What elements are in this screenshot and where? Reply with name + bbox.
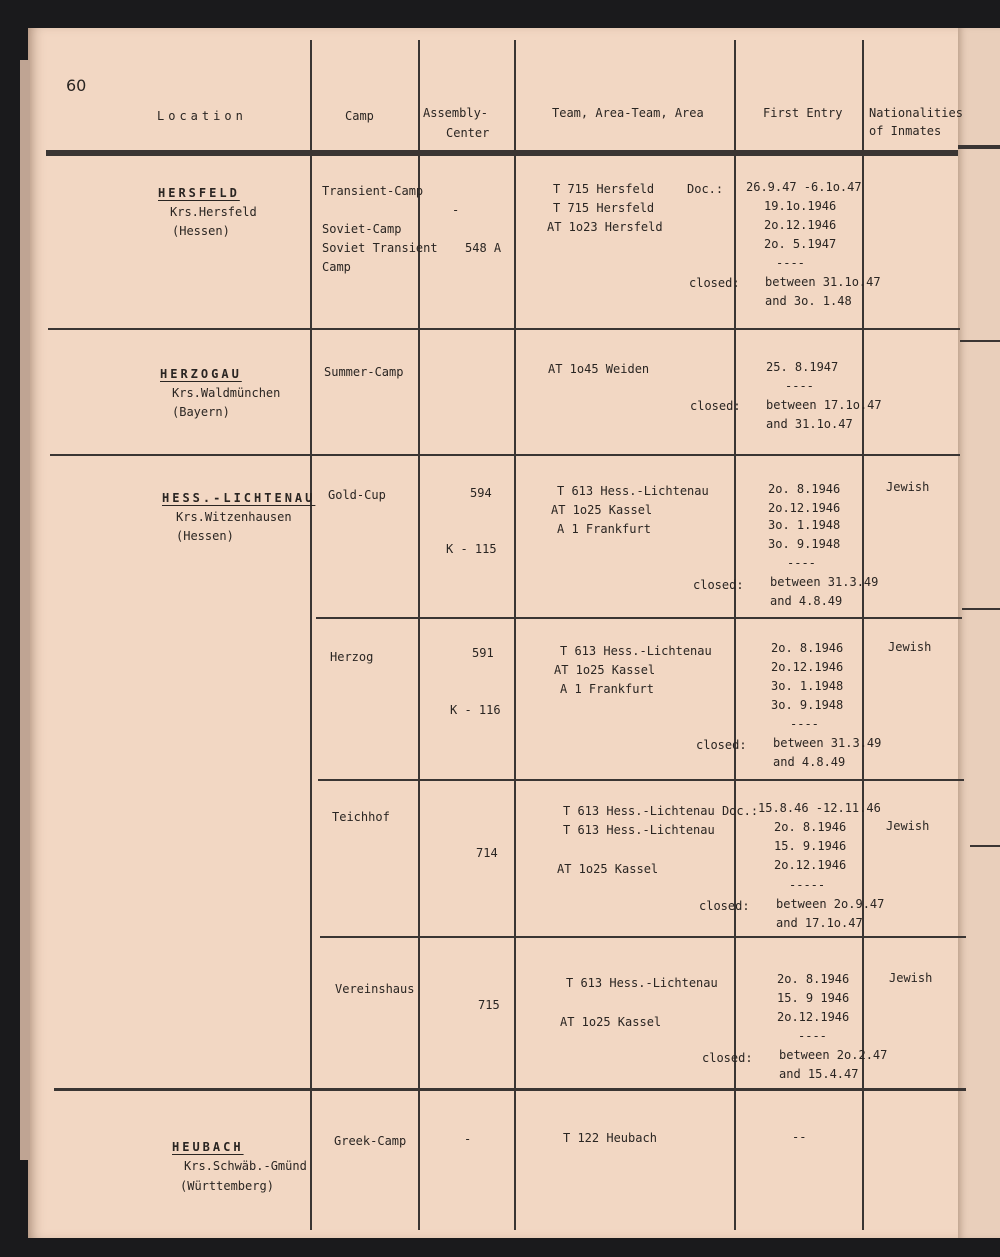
assembly-center: 591 xyxy=(472,646,494,660)
team-entry: T 715 Hersfeld xyxy=(553,182,655,196)
assembly-center: - xyxy=(464,1132,472,1146)
page-number: 60 xyxy=(66,76,87,95)
team-entry: AT 1o23 Hersfeld xyxy=(547,220,663,234)
assembly-center: K - 115 xyxy=(446,542,497,556)
first-entry: ---- xyxy=(787,556,816,570)
first-entry: between 31.1o.47 xyxy=(765,275,881,289)
team-entry: AT 1o25 Kassel xyxy=(551,503,653,517)
first-entry: 26.9.47 -6.1o.47 xyxy=(746,180,862,194)
header-rule xyxy=(46,150,958,156)
team-entry: A 1 Frankfurt xyxy=(560,682,654,696)
first-entry: 2o. 8.1946 xyxy=(774,820,847,834)
location-land: (Hessen) xyxy=(172,224,230,238)
location-kreis: Krs.Hersfeld xyxy=(170,205,257,219)
first-entry: ---- xyxy=(798,1029,827,1043)
header-team: Team, Area-Team, Area xyxy=(552,106,704,120)
first-entry: ---- xyxy=(790,717,819,731)
assembly-center: - xyxy=(452,203,460,217)
team-entry: AT 1o25 Kassel xyxy=(557,862,659,876)
closed-label: closed: xyxy=(696,738,747,752)
closed-label: closed: xyxy=(689,276,740,290)
first-entry: 2o. 8.1946 xyxy=(777,972,850,986)
first-entry: 2o.12.1946 xyxy=(771,660,844,674)
camp-name: Teichhof xyxy=(332,810,390,824)
team-entry: AT 1o25 Kassel xyxy=(560,1015,662,1029)
camp-name: Gold-Cup xyxy=(328,488,386,502)
first-entry: between 31.3.49 xyxy=(770,575,879,589)
first-entry: 3o. 1.1948 xyxy=(768,518,841,532)
closed-label: closed: xyxy=(702,1051,753,1065)
header-location: Location xyxy=(157,109,247,123)
team-entry: T 613 Hess.-Lichtenau xyxy=(566,976,718,990)
facing-page-rule xyxy=(962,608,1000,610)
column-rule xyxy=(418,40,420,1230)
first-entry: 15.8.46 -12.11.46 xyxy=(758,801,881,815)
column-rule xyxy=(514,40,516,1230)
camp-name: Herzog xyxy=(330,650,374,664)
closed-label: closed: xyxy=(693,578,744,592)
team-entry: T 613 Hess.-Lichtenau Doc.: xyxy=(563,804,759,818)
facing-page-rule xyxy=(958,145,1000,149)
first-entry: 3o. 9.1948 xyxy=(771,698,844,712)
first-entry: 2o. 8.1946 xyxy=(768,482,841,496)
first-entry: and 17.1o.47 xyxy=(776,916,863,930)
camp-name: Greek-Camp xyxy=(334,1134,407,1148)
location-name: HESS.-LICHTENAU xyxy=(162,491,316,505)
doc-label: Doc.: xyxy=(687,182,724,196)
first-entry: and 31.1o.47 xyxy=(766,417,853,431)
first-entry: 2o.12.1946 xyxy=(774,858,847,872)
first-entry: ---- xyxy=(776,256,805,270)
header-camp: Camp xyxy=(345,109,374,123)
first-entry: and 4.8.49 xyxy=(773,755,846,769)
first-entry: between 2o.2.47 xyxy=(779,1048,888,1062)
first-entry: ---- xyxy=(785,379,814,393)
nationality: Jewish xyxy=(886,480,930,494)
first-entry: 2o. 8.1946 xyxy=(771,641,844,655)
camp-name: Transient-Camp xyxy=(322,184,424,198)
team-entry: T 122 Heubach xyxy=(563,1131,657,1145)
first-entry: 2o.12.1946 xyxy=(768,501,841,515)
first-entry: and 4.8.49 xyxy=(770,594,843,608)
first-entry: 15. 9.1946 xyxy=(774,839,847,853)
location-kreis: Krs.Witzenhausen xyxy=(176,510,292,524)
location-name: HEUBACH xyxy=(172,1140,244,1154)
camp-name: Soviet-Camp xyxy=(322,222,402,236)
location-land: (Bayern) xyxy=(172,405,230,419)
team-entry: AT 1o25 Kassel xyxy=(554,663,656,677)
closed-label: closed: xyxy=(699,899,750,913)
first-entry: between 17.1o.47 xyxy=(766,398,882,412)
location-name: HERSFELD xyxy=(158,186,240,200)
first-entry: -- xyxy=(792,1130,807,1144)
team-entry: T 715 Hersfeld xyxy=(553,201,655,215)
header-assembly-line1: Assembly- xyxy=(423,106,489,120)
camp-name: Summer-Camp xyxy=(324,365,404,379)
first-entry: 15. 9 1946 xyxy=(777,991,850,1005)
location-kreis: Krs.Schwäb.-Gmünd xyxy=(184,1159,307,1173)
header-first-entry: First Entry xyxy=(763,106,843,120)
first-entry: 19.1o.1946 xyxy=(764,199,837,213)
facing-page-rule xyxy=(970,845,1000,847)
location-land: (Württemberg) xyxy=(180,1179,274,1193)
first-entry: and 15.4.47 xyxy=(779,1067,859,1081)
first-entry: ----- xyxy=(789,878,826,892)
location-kreis: Krs.Waldmünchen xyxy=(172,386,281,400)
location-land: (Hessen) xyxy=(176,529,234,543)
row-divider-herzogau xyxy=(50,454,960,456)
row-divider-teichhof xyxy=(320,936,966,938)
camp-name: Soviet Transient xyxy=(322,241,438,255)
facing-page-edge xyxy=(958,28,1000,1238)
first-entry: between 31.3.49 xyxy=(773,736,882,750)
first-entry: 2o. 5.1947 xyxy=(764,237,837,251)
first-entry: and 3o. 1.48 xyxy=(765,294,852,308)
header-nationalities-line2: of Inmates xyxy=(869,124,942,138)
camp-name: Camp xyxy=(322,260,351,274)
first-entry: 2o.12.1946 xyxy=(777,1010,850,1024)
page-stack-edge xyxy=(20,60,30,1160)
first-entry: 3o. 9.1948 xyxy=(768,537,841,551)
first-entry: between 2o.9.47 xyxy=(776,897,885,911)
closed-label: closed: xyxy=(690,399,741,413)
first-entry: 2o.12.1946 xyxy=(764,218,837,232)
nationality: Jewish xyxy=(889,971,933,985)
nationality: Jewish xyxy=(888,640,932,654)
location-name: HERZOGAU xyxy=(160,367,242,381)
row-divider-herzog xyxy=(318,779,964,781)
team-entry: T 613 Hess.-Lichtenau xyxy=(560,644,712,658)
first-entry: 3o. 1.1948 xyxy=(771,679,844,693)
team-entry: T 613 Hess.-Lichtenau xyxy=(557,484,709,498)
nationality: Jewish xyxy=(886,819,930,833)
row-divider-hersfeld xyxy=(48,328,960,330)
first-entry: 25. 8.1947 xyxy=(766,360,839,374)
camp-name: Vereinshaus xyxy=(335,982,415,996)
row-divider-hess xyxy=(54,1088,966,1091)
header-nationalities-line1: Nationalities xyxy=(869,106,963,120)
header-assembly-line2: Center xyxy=(446,126,490,140)
team-entry: T 613 Hess.-Lichtenau xyxy=(563,823,715,837)
team-entry: A 1 Frankfurt xyxy=(557,522,651,536)
assembly-center: 714 xyxy=(476,846,498,860)
assembly-center: 715 xyxy=(478,998,500,1012)
assembly-center: 594 xyxy=(470,486,492,500)
row-divider-goldcup xyxy=(316,617,962,619)
assembly-center: K - 116 xyxy=(450,703,501,717)
facing-page-rule xyxy=(960,340,1000,342)
team-entry: AT 1o45 Weiden xyxy=(548,362,650,376)
column-rule xyxy=(310,40,312,1230)
assembly-center: 548 A xyxy=(465,241,502,255)
